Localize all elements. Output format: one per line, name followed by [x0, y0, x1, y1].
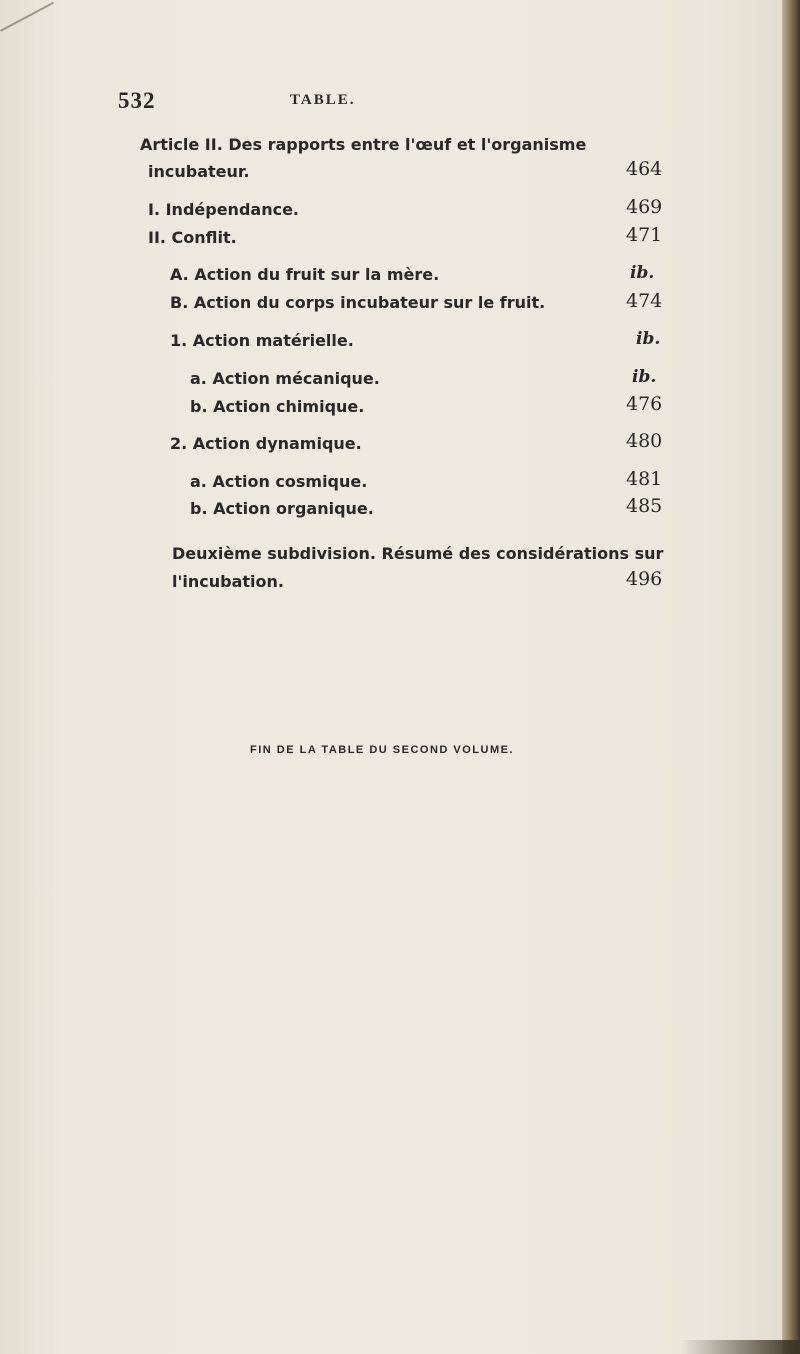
toc-page-action-mecanique: ib. — [632, 367, 657, 387]
toc-entry-action-corps: B. Action du corps incubateur sur le fruit. — [170, 293, 546, 312]
book-bottom-shadow — [680, 1340, 800, 1354]
toc-entry-action-cosmique: a. Action cosmique. — [190, 472, 368, 491]
toc-page-independance: 469 — [626, 196, 663, 218]
page-header — [118, 88, 658, 118]
toc-entry-conflit: II. Conflit. — [148, 228, 237, 247]
toc-page-action-fruit: ib. — [630, 263, 655, 283]
toc-page-incubateur: 464 — [626, 158, 663, 180]
toc-entry-incubation: l'incubation. — [172, 572, 284, 591]
toc-entry-action-materielle: 1. Action matérielle. — [170, 331, 354, 350]
toc-entry-independance: I. Indépendance. — [148, 200, 299, 219]
page-number: 532 — [118, 88, 156, 113]
page-corner-mark — [0, 2, 54, 32]
toc-page-incubation: 496 — [626, 568, 663, 590]
toc-entry-incubateur: incubateur. — [148, 162, 250, 181]
running-title: TABLE. — [290, 92, 356, 108]
toc-entry-article-ii: Article II. Des rapports entre l'œuf et l'organisme — [140, 135, 587, 154]
toc-entry-action-fruit: A. Action du fruit sur la mère. — [170, 265, 440, 284]
toc-page-action-chimique: 476 — [626, 393, 663, 415]
toc-entry-action-dynamique: 2. Action dynamique. — [170, 434, 362, 453]
toc-entry-action-chimique: b. Action chimique. — [190, 397, 365, 416]
toc-page-action-materielle: ib. — [636, 329, 661, 349]
end-of-table-note: FIN DE LA TABLE DU SECOND VOLUME. — [250, 744, 514, 756]
toc-page-action-organique: 485 — [626, 495, 663, 517]
book-spine-edge — [782, 0, 800, 1354]
toc-entry-action-mecanique: a. Action mécanique. — [190, 369, 380, 388]
toc-page-action-cosmique: 481 — [626, 468, 663, 490]
toc-entry-action-organique: b. Action organique. — [190, 499, 374, 518]
toc-page-action-corps: 474 — [626, 290, 663, 312]
toc-page-action-dynamique: 480 — [626, 430, 663, 452]
toc-entry-deuxieme-subdivision: Deuxième subdivision. Résumé des considérations sur — [172, 544, 664, 563]
toc-page-conflit: 471 — [626, 224, 663, 246]
